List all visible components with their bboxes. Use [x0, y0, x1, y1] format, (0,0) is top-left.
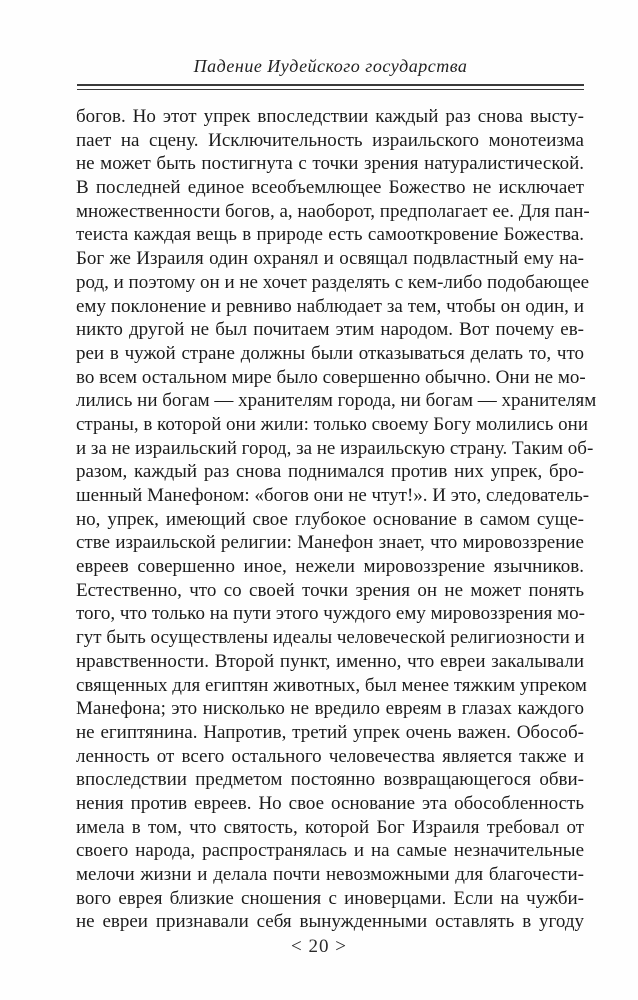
text-line: своего народа, распространялась и на самые незначительные	[76, 840, 584, 862]
text-line: страны, в которой они жили: только своему Богу молились они	[76, 413, 588, 435]
text-line: богов. Но этот упрек впоследствии каждый раз снова высту-	[76, 106, 584, 127]
text-line: Бог же Израиля один охранял и освящал подвластный ему на-	[76, 248, 584, 270]
text-line: пает на сцену. Исключительность израильского монотеизма	[76, 129, 584, 151]
text-line: не египтянина. Напротив, третий упрек очень важен. Обособ-	[76, 721, 584, 743]
text-line: священных для египтян животных, был менее тяжким упреком	[76, 674, 587, 696]
text-line: множественности богов, а, наоборот, предполагает ее. Для пан-	[76, 200, 590, 222]
page-number: < 20 >	[291, 936, 347, 957]
text-line: теиста каждая вещь в природе есть самооткровение Божества.	[76, 224, 584, 246]
text-line: стве израильской религии: Манефон знает, что мировоззрение	[76, 532, 584, 554]
text-line: лились ни богам — хранителям города, ни богам — хранителям	[76, 390, 597, 412]
text-line: Манефона; это нисколько не вредило евреям в глазах каждого	[76, 698, 584, 720]
text-line: Естественно, что со своей точки зрения он не может понять	[76, 579, 584, 601]
text-line: имела в том, что святость, которой Бог Израиля требовал от	[76, 816, 584, 838]
text-line: В последней единое всеобъемлющее Божество не исключает	[76, 177, 584, 199]
text-line: того, что только на пути этого чуждого ему мировоззрения мо-	[76, 603, 585, 625]
text-line: реи в чужой стране должны были отказываться делать то, что	[76, 342, 584, 364]
text-line: не евреи признавали себя вынужденными оставлять в угоду	[76, 911, 584, 933]
text-line: не может быть постигнута с точки зрения натуралистической.	[76, 153, 584, 175]
text-line: евреев совершенно иное, нежели мировоззрение язычников.	[76, 556, 584, 578]
text-line: вого еврея близкие сношения с иноверцами. Если на чужби-	[76, 887, 584, 909]
text-line: впоследствии предметом постоянно возвращающегося обви-	[76, 769, 584, 791]
text-line: род, и поэтому он и не хочет разделять с кем-либо подобающее	[76, 271, 590, 293]
text-line: и за не израильский город, за не израильскую страну. Таким об-	[76, 437, 594, 459]
body-text	[76, 105, 597, 934]
text-line: гут быть осуществлены идеалы человеческой религиозности и	[76, 627, 585, 649]
text-line: во всем остальном мире было совершенно обычно. Они не мо-	[76, 366, 586, 388]
text-line: нения против евреев. Но свое основание эта обособленность	[76, 792, 584, 814]
text-line: ленность от всего остального человечества является также и	[76, 745, 584, 767]
text-line: разом, каждый раз снова поднимался против них упрек, бро-	[76, 461, 584, 483]
text-line: нравственности. Второй пункт, именно, что евреи закалывали	[76, 650, 584, 672]
text-line: мелочи жизни и делала почти невозможными для благочести-	[76, 864, 584, 885]
text-line: но, упрек, имеющий свое глубокое основание в самом суще-	[76, 508, 584, 530]
header-double-rule	[77, 84, 584, 90]
text-line: ему поклонение и ревниво наблюдает за тем, чтобы он один, и	[76, 295, 584, 317]
text-line: шенный Манефоном: «богов они не чтут!». И это, следователь-	[76, 485, 590, 506]
running-header: Падение Иудейского государства	[193, 56, 468, 76]
text-line: никто другой не был почитаем этим народом. Вот почему ев-	[76, 319, 584, 341]
